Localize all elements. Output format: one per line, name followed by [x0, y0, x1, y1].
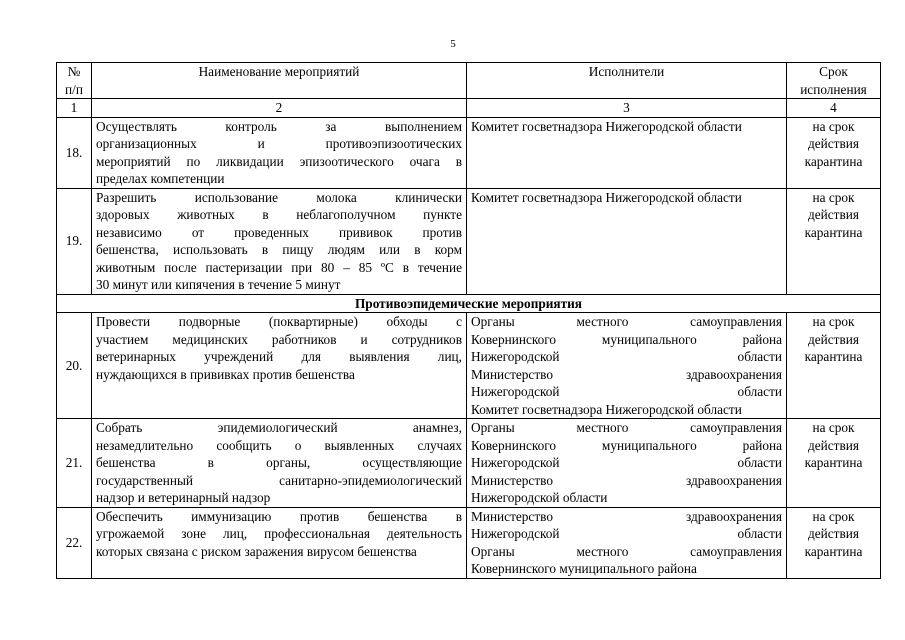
term-line: действия: [807, 331, 859, 347]
executor-line: Министерство здравоохранения: [471, 508, 782, 524]
measure-name-cell: [92, 117, 467, 188]
measure-name-cell: [92, 188, 467, 294]
measure-name-line: Осуществлять контроль за выполнением: [96, 118, 462, 134]
measure-name-line: угрожаемой зоне лиц, профессиональная деятельность: [96, 526, 462, 541]
term-cell: [787, 507, 881, 578]
table-row: [57, 507, 881, 578]
measures-table: [56, 62, 881, 579]
measure-name-line: нуждающихся в прививках против бешенства: [96, 366, 355, 382]
executor-line: Комитет госветнадзора Нижегородской области: [471, 189, 742, 205]
executors-cell: [467, 419, 787, 508]
measure-name-line: Провести подворные (поквартирные) обходы с: [96, 314, 462, 329]
executor-line: Нижегородской области: [471, 384, 782, 399]
executor-line: Министерство здравоохранения: [471, 366, 782, 382]
measure-name-line: которых связана с риском заражения вирусом бешенства: [96, 543, 417, 559]
measure-name-line: организационных и противоэпизоотических: [96, 136, 462, 151]
row-number-cell: 18.: [57, 117, 92, 188]
header-term-cell: [787, 63, 881, 99]
column-number-row: [57, 99, 881, 118]
measure-name-cell: [92, 507, 467, 578]
term-cell: [787, 313, 881, 419]
column-number-cell: 1: [57, 99, 92, 118]
term-line: на срок: [812, 189, 855, 205]
measure-name-line: пределах компетенции: [96, 171, 225, 186]
measure-name-line: здоровых животных в неблагополучном пункте: [96, 207, 462, 222]
measure-name-line: Разрешить использование молока клинически: [96, 189, 462, 205]
column-number-cell: 4: [787, 99, 881, 118]
measure-name-line: незамедлительно сообщить о выявленных случаях: [96, 437, 462, 453]
term-line: карантина: [804, 153, 863, 169]
row-number-cell: 22.: [57, 507, 92, 578]
term-line: на срок: [812, 118, 855, 134]
header-term-line2: исполнения: [800, 81, 867, 97]
term-line: карантина: [804, 224, 863, 240]
measure-name-line: бешенства, использовать в пищу людям или в корм: [96, 242, 462, 257]
term-line: карантина: [804, 455, 863, 470]
executor-line: Нижегородской области: [471, 455, 782, 470]
table-body: [57, 63, 881, 579]
term-line: на срок: [812, 508, 855, 524]
measure-name-line: бешенства в органы, осуществляющие: [96, 455, 462, 470]
header-number-line2: п/п: [65, 81, 83, 97]
column-number-cell: 2: [92, 99, 467, 118]
executor-line: Ковернинского муниципального района: [471, 561, 697, 576]
term-line: на срок: [812, 420, 855, 435]
measure-name-line: Обеспечить иммунизацию против бешенства в: [96, 508, 462, 524]
table-row: [57, 188, 881, 294]
measure-name-line: животным после пастеризации при 80 – 85 ºС в течение: [96, 259, 462, 275]
executor-line: Ковернинского муниципального района: [471, 437, 782, 453]
measure-name-cell: [92, 313, 467, 419]
term-line: действия: [807, 207, 859, 222]
row-number-cell: 21.: [57, 419, 92, 508]
column-number-cell: 3: [467, 99, 787, 118]
measure-name-line: мероприятий по ликвидации эпизоотического очага в: [96, 153, 462, 169]
page-number: 5: [450, 38, 456, 50]
term-line: действия: [807, 526, 859, 541]
measure-name-line: 30 минут или кипячения в течение 5 минут: [96, 277, 341, 292]
header-term-line1: Срок: [819, 64, 848, 79]
term-line: карантина: [804, 349, 863, 364]
header-row: [57, 63, 881, 99]
executor-line: Органы местного самоуправления: [471, 543, 782, 559]
table-row: [57, 117, 881, 188]
measure-name-line: надзор и ветеринарный надзор: [96, 490, 271, 505]
executors-cell: [467, 117, 787, 188]
header-number-line1: №: [67, 64, 81, 79]
measure-name-line: независимо от проведенных прививок против: [96, 224, 462, 240]
term-line: действия: [807, 437, 859, 453]
measure-name-line: ветеринарных учреждений для выявления лиц,: [96, 349, 462, 364]
row-number-cell: 19.: [57, 188, 92, 294]
executor-line: Комитет госветнадзора Нижегородской области: [471, 401, 742, 417]
term-line: карантина: [804, 543, 863, 559]
executor-line: Органы местного самоуправления: [471, 420, 782, 435]
section-title: Противоэпидемические мероприятия: [57, 294, 881, 313]
executor-line: Комитет госветнадзора Нижегородской области: [471, 118, 742, 134]
term-line: действия: [807, 136, 859, 151]
executor-line: Нижегородской области: [471, 349, 782, 364]
term-cell: [787, 117, 881, 188]
executor-line: Нижегородской области: [471, 526, 782, 541]
measure-name-line: государственный санитарно-эпидемиологический: [96, 472, 462, 488]
section-row: [57, 294, 881, 313]
executor-line: Органы местного самоуправления: [471, 314, 782, 329]
executor-line: Министерство здравоохранения: [471, 472, 782, 488]
term-line: на срок: [812, 314, 855, 329]
measure-name-line: участием медицинских работников и сотрудников: [96, 331, 462, 347]
term-cell: [787, 419, 881, 508]
measure-name-line: Собрать эпидемиологический анамнез,: [96, 420, 462, 435]
term-cell: [787, 188, 881, 294]
executors-cell: [467, 188, 787, 294]
header-number-cell: [57, 63, 92, 99]
table-row: [57, 419, 881, 508]
header-executors-cell: Исполнители: [467, 63, 787, 99]
executors-cell: [467, 507, 787, 578]
table-row: [57, 313, 881, 419]
measure-name-cell: [92, 419, 467, 508]
header-name-cell: Наименование мероприятий: [92, 63, 467, 99]
executors-cell: [467, 313, 787, 419]
executor-line: Ковернинского муниципального района: [471, 331, 782, 347]
executor-line: Нижегородской области: [471, 490, 608, 505]
row-number-cell: 20.: [57, 313, 92, 419]
